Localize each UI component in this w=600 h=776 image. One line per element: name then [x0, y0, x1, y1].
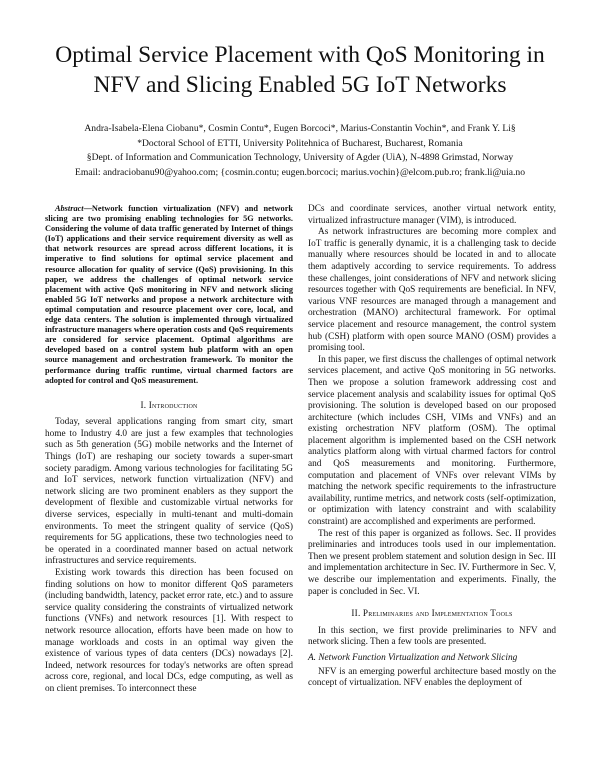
right-column: [308, 204, 556, 690]
intro-paragraph-2: Existing work towards this direction has been focused on finding solutions on how to monitor different QoS parameters (including bandwidth, latency, packet error rate, etc.) and to assure service quality considering the constraints of virtualized network functions (VNFs) and network resources [1]. With respect to network resource allocation, efforts have been made on how to manage workloads and costs in an optimal way given the existence of various types of data centers (DCs) nowadays [2]. Indeed, network resources for today's networks are often spread across core, regional, and local DCs, edge computing, as well as on client premises. To interconnect these: [45, 568, 293, 694]
author-list: Andra-Isabela-Elena Ciobanu*, Cosmin Contu*, Eugen Borcoci*, Marius-Constantin Vochin*, and Frank Y. Li§: [84, 123, 516, 134]
section-heading-introduction: I. Introduction: [140, 399, 198, 410]
affiliation-2: §Dept. of Information and Communication Technology, University of Agder (UiA), N-4898 Grimstad, Norway: [86, 152, 514, 163]
paper-title: [20, 40, 580, 100]
nfv-paragraph-1: NFV is an emerging powerful architecture based mostly on the concept of virtualization. NFV enables the deployment of: [308, 666, 556, 689]
intro-paragraph-3: As network infrastructures are becoming more complex and IoT traffic is generally dynamic, it is a challenging task to decide manually where resources should be located in and to allocate them adaptively according to service requirements. To address these challenges, joint considerations of NFV and network slicing resources together with QoS requirements are beneficial. In NFV, various VNF resources are managed through a management and orchestration (MANO) architectural framework. For optimal service placement and resource management, the control system hub (CSH) platform with open source MANO (OSM) provides a promising tool.: [308, 227, 556, 354]
email-line: Email: andraciobanu90@yahoo.com; {cosmin.contu; eugen.borcoci; marius.vochin}@elcom.pub.ro; frank.li@uia.no: [75, 166, 525, 178]
left-column: [45, 204, 293, 696]
affiliation-1: *Doctoral School of ETTI, University Politehnica of Bucharest, Bucharest, Romania: [137, 137, 463, 149]
intro-paragraph-5: The rest of this paper is organized as follows. Sec. II provides preliminaries and introduces tools used in our implementation. Then we present problem statement and solution design in Sec. III and implementation architecture in Sec. IV. Furthermore in Sec. V, we describe our implementation and experiments. Finally, the paper is concluded in Sec. VI.: [308, 528, 556, 597]
intro-paragraph-4: In this paper, we first discuss the challenges of optimal network services placement, and active QoS monitoring in 5G networks. Then we propose a solution framework addressing cost and service placement analysis and scalability issues for optimal QoS provisioning. The solution is developed based on our proposed architecture (which includes CSH, VIMs and VNFs) and an existing orchestration NFV platform (OSM). The optimal placement algorithm is implemented based on the CSH network analytics platform along with virtual charmed factors for control and QoS measurements and monitoring. Furthermore, computation and placement of VNFs over relevant VIMs by matching the network specific requirements to the infrastructure availability, runtime metrics, and network costs (self-optimization, or optimization with latency constraint and with scalability constraint) are accomplished and experiments are performed.: [308, 354, 556, 528]
author-block: [20, 122, 580, 180]
abstract-text: —Network function virtualization (NFV) and network slicing are two promising enabling technologies for 5G networks. Considering the volume of data traffic generated by Internet of things (IoT) applications and their service requirement diversity as well as that network resources are spread across different locations, it is imperative to find solutions for optimal service placement and resource allocation for quality of service (QoS) provisioning. In this paper, we address the challenges of optimal network service placement with active QoS monitoring in NFV and network slicing enabled 5G IoT networks and propose a network architecture with optimal computation and resource placement over core, local, and edge data centers. The solution is implemented through virtualized infrastructure managers where operation costs and QoS requirements are considered for service placement. Optimal algorithms are developed based on a control system hub platform with an open source management and orchestration framework. To monitor the performance during traffic runtime, virtual charmed factors are adopted for control and QoS measurement.: [45, 204, 293, 385]
abstract: [45, 204, 293, 386]
title-line-2: NFV and Slicing Enabled 5G IoT Networks: [93, 72, 507, 98]
preliminaries-paragraph-1: In this section, we first provide preliminaries to NFV and network slicing. Then a few tools are presented.: [308, 625, 556, 648]
section-heading-preliminaries: II. Preliminaries and Implementation Tools: [351, 608, 513, 619]
subsection-heading-nfv: A. Network Function Virtualization and Network Slicing: [308, 652, 518, 663]
title-line-1: Optimal Service Placement with QoS Monitoring in: [55, 42, 545, 68]
abstract-label: Abstract: [55, 204, 84, 213]
intro-paragraph-1: Today, several applications ranging from smart city, smart home to Industry 4.0 are just a few examples that technologies such as 5th generation (5G) mobile networks and the Internet of Things (IoT) are reshaping our society towards a super-smart society paradigm. Among various technologies for facilitating 5G and IoT services, network function virtualization (NFV) and network slicing are two prominent enablers as they support the development of flexible and customizable virtual networks for diverse services, especially in multi-tenant and multi-domain environments. To meet the stringent quality of service (QoS) requirements for 5G applications, these two technologies need to be operated in a coordinated manner based on actual network infrastructures and service requirements.: [45, 417, 293, 567]
intro-paragraph-continued: DCs and coordinate services, another virtual network entity, virtualized infrastructure manager (VIM), is introduced.: [308, 204, 556, 226]
